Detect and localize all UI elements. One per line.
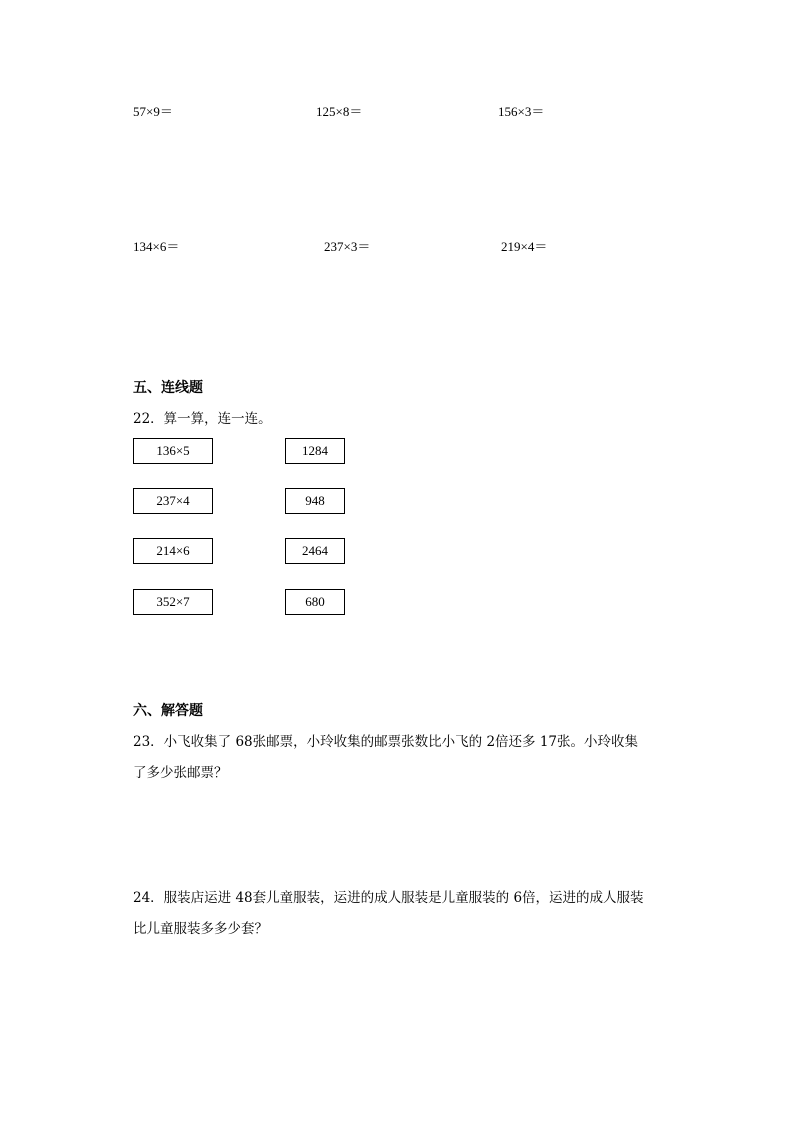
match-left-box[interactable]: 352×7 <box>133 589 213 615</box>
match-right-box[interactable]: 680 <box>285 589 345 615</box>
question-24-line-2: 比儿童服装多多少套？ <box>133 921 268 937</box>
calc-item: 134×6＝ <box>133 239 180 254</box>
question-22: 22．算一算，连一连。 <box>133 411 272 427</box>
match-left-box[interactable]: 136×5 <box>133 438 213 464</box>
match-right-box[interactable]: 1284 <box>285 438 345 464</box>
section-heading-matching: 五、连线题 <box>133 380 203 396</box>
question-23-line-2: 了多少张邮票？ <box>133 765 228 781</box>
calc-item: 156×3＝ <box>498 104 545 119</box>
calc-item: 237×3＝ <box>324 239 371 254</box>
calc-item: 125×8＝ <box>316 104 363 119</box>
match-right-box[interactable]: 948 <box>285 488 345 514</box>
question-23-line-1: 23．小飞收集了 68张邮票，小玲收集的邮票张数比小飞的 2倍还多 17张。小玲收集 <box>133 734 638 750</box>
question-24-line-1: 24．服装店运进 48套儿童服装，运进的成人服装是儿童服装的 6倍，运进的成人服装 <box>133 890 644 906</box>
match-left-box[interactable]: 237×4 <box>133 488 213 514</box>
calc-item: 57×9＝ <box>133 104 173 119</box>
match-right-box[interactable]: 2464 <box>285 538 345 564</box>
calc-item: 219×4＝ <box>501 239 548 254</box>
section-heading-word-problems: 六、解答题 <box>133 703 203 719</box>
match-left-box[interactable]: 214×6 <box>133 538 213 564</box>
